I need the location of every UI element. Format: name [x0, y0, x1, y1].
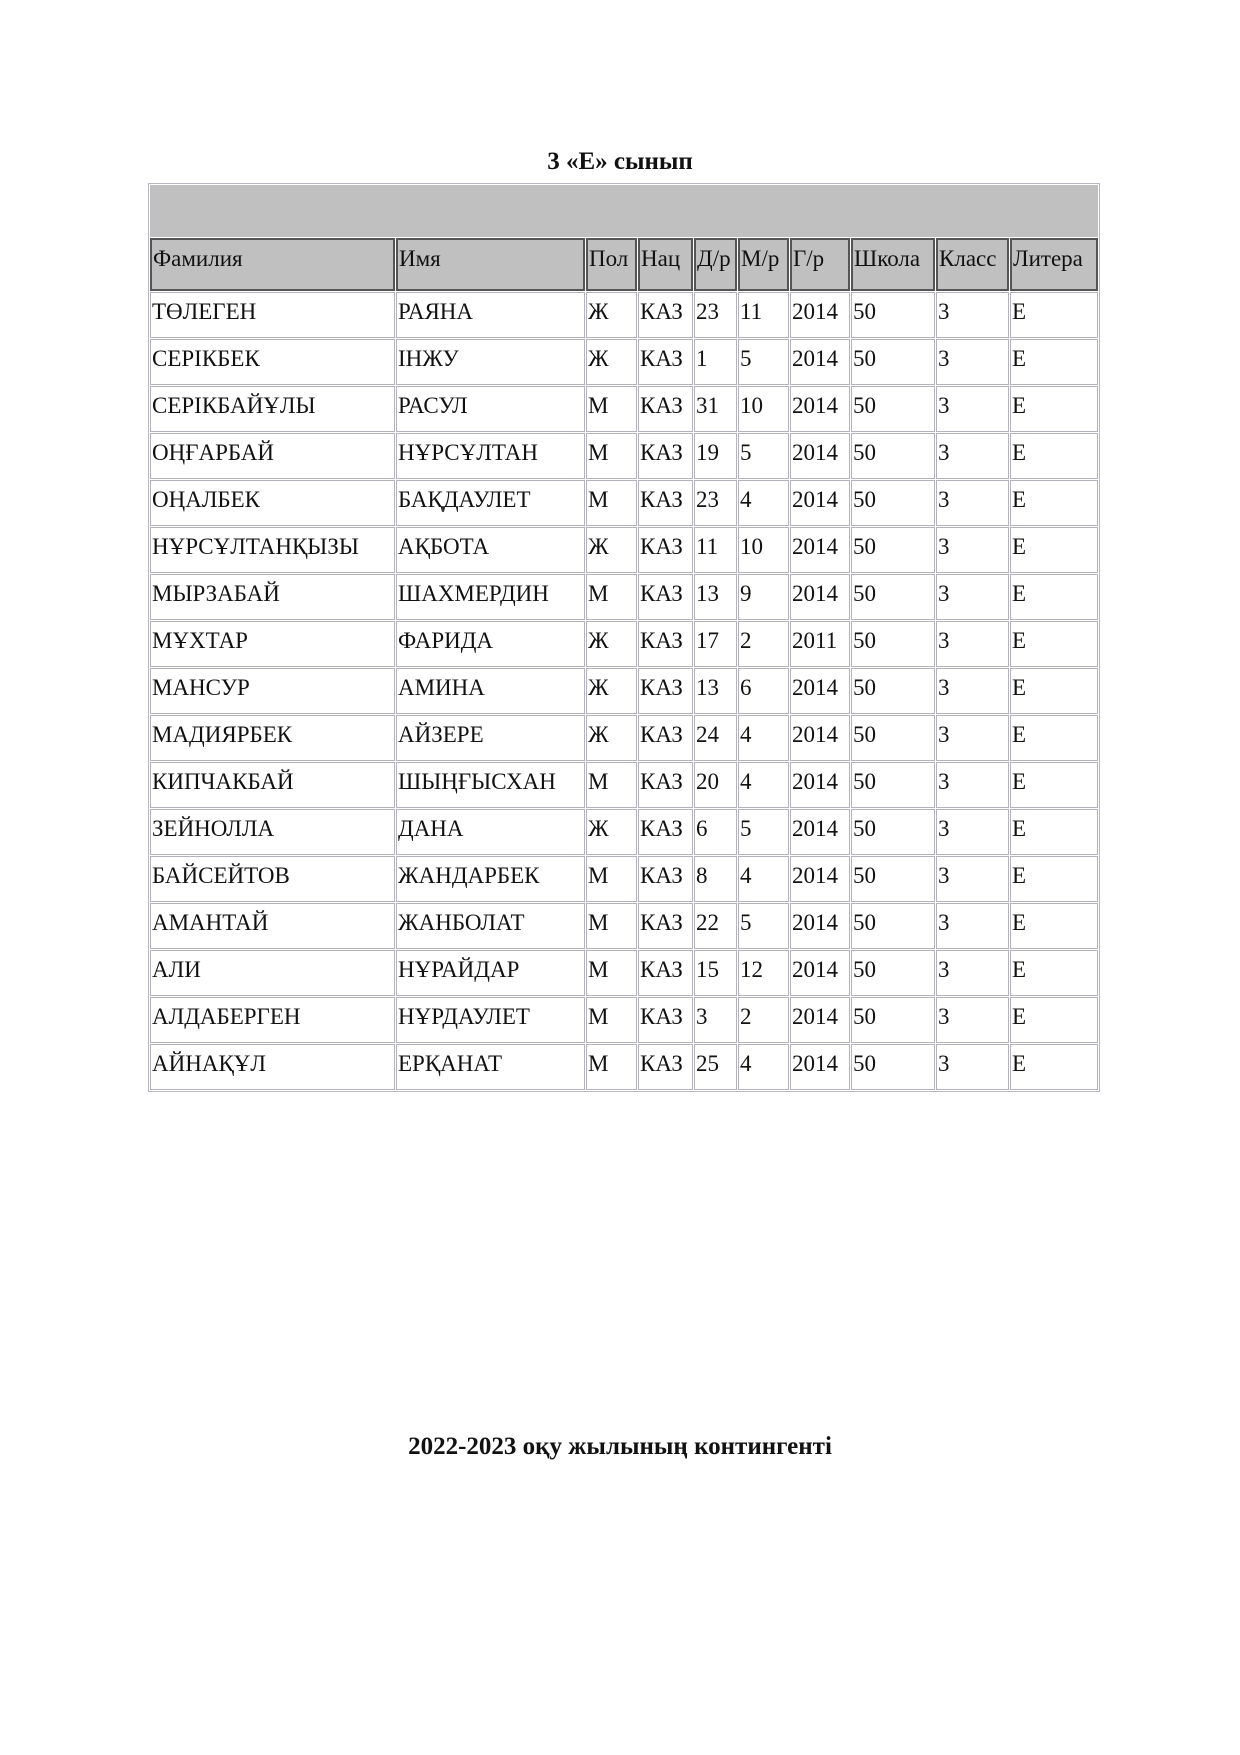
cell-class: 3: [936, 339, 1009, 385]
cell-class: 3: [936, 480, 1009, 526]
cell-birth-year: 2014: [790, 527, 850, 573]
cell-letter: Е: [1010, 527, 1098, 573]
cell-birth-month: 5: [738, 339, 789, 385]
cell-letter: Е: [1010, 903, 1098, 949]
cell-school: 50: [851, 480, 935, 526]
cell-class: 3: [936, 809, 1009, 855]
cell-gender: М: [586, 762, 637, 808]
cell-letter: Е: [1010, 950, 1098, 996]
cell-class: 3: [936, 668, 1009, 714]
column-header-birth-month: М/р: [738, 238, 789, 291]
cell-letter: Е: [1010, 292, 1098, 338]
cell-class: 3: [936, 433, 1009, 479]
cell-birth-day: 3: [694, 997, 737, 1043]
cell-birth-day: 13: [694, 574, 737, 620]
cell-name: НҰРАЙДАР: [396, 950, 585, 996]
column-header-name: Имя: [396, 238, 585, 291]
cell-letter: Е: [1010, 668, 1098, 714]
cell-class: 3: [936, 950, 1009, 996]
cell-school: 50: [851, 527, 935, 573]
cell-surname: АЛДАБЕРГЕН: [150, 997, 395, 1043]
cell-birth-month: 4: [738, 856, 789, 902]
cell-name: РАСУЛ: [396, 386, 585, 432]
cell-surname: АМАНТАЙ: [150, 903, 395, 949]
cell-class: 3: [936, 574, 1009, 620]
cell-school: 50: [851, 903, 935, 949]
cell-letter: Е: [1010, 997, 1098, 1043]
cell-letter: Е: [1010, 715, 1098, 761]
cell-gender: М: [586, 433, 637, 479]
cell-nationality: КАЗ: [638, 433, 693, 479]
cell-class: 3: [936, 386, 1009, 432]
cell-birth-day: 31: [694, 386, 737, 432]
cell-birth-year: 2014: [790, 856, 850, 902]
cell-gender: Ж: [586, 809, 637, 855]
cell-birth-day: 15: [694, 950, 737, 996]
cell-surname: АЛИ: [150, 950, 395, 996]
cell-letter: Е: [1010, 480, 1098, 526]
cell-gender: М: [586, 856, 637, 902]
student-roster-table: [148, 183, 1100, 1092]
cell-letter: Е: [1010, 621, 1098, 667]
cell-gender: Ж: [586, 621, 637, 667]
table-row: [150, 339, 1098, 385]
table-header-row: [150, 238, 1098, 291]
table-row: [150, 621, 1098, 667]
column-header-birth-year: Г/р: [790, 238, 850, 291]
table-row: [150, 1044, 1098, 1090]
cell-birth-day: 6: [694, 809, 737, 855]
cell-school: 50: [851, 433, 935, 479]
cell-birth-year: 2011: [790, 621, 850, 667]
contingent-heading: 2022-2023 оқу жылының контингенті: [408, 1433, 832, 1460]
cell-nationality: КАЗ: [638, 715, 693, 761]
cell-birth-month: 6: [738, 668, 789, 714]
column-header-school: Школа: [851, 238, 935, 291]
cell-surname: МАДИЯРБЕК: [150, 715, 395, 761]
cell-surname: МҰХТАР: [150, 621, 395, 667]
cell-nationality: КАЗ: [638, 997, 693, 1043]
cell-birth-month: 9: [738, 574, 789, 620]
table-row: [150, 997, 1098, 1043]
cell-nationality: КАЗ: [638, 856, 693, 902]
cell-school: 50: [851, 997, 935, 1043]
cell-surname: ЗЕЙНОЛЛА: [150, 809, 395, 855]
column-header-letter: Литера: [1010, 238, 1098, 291]
cell-name: ДАНА: [396, 809, 585, 855]
cell-birth-month: 4: [738, 715, 789, 761]
cell-birth-year: 2014: [790, 292, 850, 338]
cell-birth-day: 17: [694, 621, 737, 667]
cell-birth-year: 2014: [790, 1044, 850, 1090]
cell-birth-month: 5: [738, 903, 789, 949]
cell-letter: Е: [1010, 762, 1098, 808]
cell-school: 50: [851, 668, 935, 714]
column-header-birth-day: Д/р: [694, 238, 737, 291]
cell-letter: Е: [1010, 433, 1098, 479]
cell-letter: Е: [1010, 574, 1098, 620]
cell-birth-day: 19: [694, 433, 737, 479]
cell-name: РАЯНА: [396, 292, 585, 338]
cell-gender: Ж: [586, 339, 637, 385]
cell-class: 3: [936, 1044, 1009, 1090]
cell-letter: Е: [1010, 1044, 1098, 1090]
cell-gender: Ж: [586, 292, 637, 338]
table-row: [150, 292, 1098, 338]
cell-surname: ОҢАЛБЕК: [150, 480, 395, 526]
cell-birth-year: 2014: [790, 950, 850, 996]
cell-gender: М: [586, 1044, 637, 1090]
cell-birth-year: 2014: [790, 762, 850, 808]
cell-birth-year: 2014: [790, 339, 850, 385]
cell-nationality: КАЗ: [638, 339, 693, 385]
cell-class: 3: [936, 527, 1009, 573]
cell-nationality: КАЗ: [638, 903, 693, 949]
cell-birth-day: 23: [694, 480, 737, 526]
table-row: [150, 856, 1098, 902]
cell-gender: Ж: [586, 527, 637, 573]
cell-birth-month: 10: [738, 386, 789, 432]
cell-school: 50: [851, 856, 935, 902]
cell-birth-month: 4: [738, 762, 789, 808]
table-row: [150, 950, 1098, 996]
cell-gender: М: [586, 997, 637, 1043]
cell-birth-year: 2014: [790, 903, 850, 949]
column-header-surname: Фамилия: [150, 238, 395, 291]
cell-class: 3: [936, 715, 1009, 761]
cell-birth-day: 11: [694, 527, 737, 573]
cell-class: 3: [936, 621, 1009, 667]
cell-nationality: КАЗ: [638, 480, 693, 526]
cell-birth-year: 2014: [790, 574, 850, 620]
cell-birth-day: 23: [694, 292, 737, 338]
table-row: [150, 433, 1098, 479]
cell-birth-month: 4: [738, 1044, 789, 1090]
cell-surname: АЙНАҚҰЛ: [150, 1044, 395, 1090]
cell-surname: БАЙСЕЙТОВ: [150, 856, 395, 902]
cell-name: НҰРДАУЛЕТ: [396, 997, 585, 1043]
column-header-class: Класс: [936, 238, 1009, 291]
cell-birth-day: 20: [694, 762, 737, 808]
table-caption-band: [150, 185, 1098, 237]
cell-letter: Е: [1010, 809, 1098, 855]
cell-nationality: КАЗ: [638, 574, 693, 620]
cell-gender: М: [586, 480, 637, 526]
cell-birth-day: 22: [694, 903, 737, 949]
cell-name: АЙЗЕРЕ: [396, 715, 585, 761]
cell-birth-month: 12: [738, 950, 789, 996]
cell-birth-year: 2014: [790, 433, 850, 479]
cell-surname: МЫРЗАБАЙ: [150, 574, 395, 620]
cell-letter: Е: [1010, 386, 1098, 432]
table-row: [150, 903, 1098, 949]
cell-school: 50: [851, 621, 935, 667]
class-title: 3 «Е» сынып: [547, 148, 693, 175]
cell-gender: Ж: [586, 668, 637, 714]
column-header-nationality: Нац: [638, 238, 693, 291]
cell-birth-month: 4: [738, 480, 789, 526]
cell-name: ЖАНДАРБЕК: [396, 856, 585, 902]
cell-nationality: КАЗ: [638, 292, 693, 338]
cell-class: 3: [936, 997, 1009, 1043]
cell-school: 50: [851, 762, 935, 808]
cell-nationality: КАЗ: [638, 762, 693, 808]
cell-surname: СЕРІКБЕК: [150, 339, 395, 385]
cell-nationality: КАЗ: [638, 668, 693, 714]
cell-name: ШАХМЕРДИН: [396, 574, 585, 620]
cell-birth-year: 2014: [790, 668, 850, 714]
cell-class: 3: [936, 856, 1009, 902]
cell-school: 50: [851, 950, 935, 996]
table-row: [150, 762, 1098, 808]
cell-nationality: КАЗ: [638, 386, 693, 432]
cell-birth-day: 1: [694, 339, 737, 385]
table-row: [150, 668, 1098, 714]
cell-surname: НҰРСҰЛТАНҚЫЗЫ: [150, 527, 395, 573]
cell-nationality: КАЗ: [638, 527, 693, 573]
table-row: [150, 480, 1098, 526]
cell-class: 3: [936, 292, 1009, 338]
cell-birth-month: 10: [738, 527, 789, 573]
cell-birth-day: 8: [694, 856, 737, 902]
cell-surname: КИПЧАКБАЙ: [150, 762, 395, 808]
cell-school: 50: [851, 574, 935, 620]
cell-nationality: КАЗ: [638, 809, 693, 855]
column-header-gender: Пол: [586, 238, 637, 291]
cell-name: ШЫҢҒЫСХАН: [396, 762, 585, 808]
cell-birth-month: 2: [738, 997, 789, 1043]
cell-name: ФАРИДА: [396, 621, 585, 667]
cell-birth-day: 24: [694, 715, 737, 761]
cell-surname: МАНСУР: [150, 668, 395, 714]
cell-name: ІНЖУ: [396, 339, 585, 385]
cell-birth-day: 25: [694, 1044, 737, 1090]
cell-birth-year: 2014: [790, 809, 850, 855]
cell-birth-year: 2014: [790, 480, 850, 526]
cell-class: 3: [936, 762, 1009, 808]
cell-school: 50: [851, 386, 935, 432]
cell-school: 50: [851, 809, 935, 855]
table-row: [150, 809, 1098, 855]
table-row: [150, 574, 1098, 620]
cell-surname: ТӨЛЕГЕН: [150, 292, 395, 338]
table-row: [150, 386, 1098, 432]
cell-gender: М: [586, 386, 637, 432]
table-row: [150, 715, 1098, 761]
cell-school: 50: [851, 715, 935, 761]
cell-name: АМИНА: [396, 668, 585, 714]
cell-gender: М: [586, 903, 637, 949]
cell-gender: Ж: [586, 715, 637, 761]
cell-nationality: КАЗ: [638, 621, 693, 667]
cell-class: 3: [936, 903, 1009, 949]
cell-school: 50: [851, 292, 935, 338]
cell-name: НҰРСҰЛТАН: [396, 433, 585, 479]
cell-birth-day: 13: [694, 668, 737, 714]
cell-name: ЕРҚАНАТ: [396, 1044, 585, 1090]
cell-birth-year: 2014: [790, 997, 850, 1043]
cell-name: АҚБОТА: [396, 527, 585, 573]
cell-birth-month: 11: [738, 292, 789, 338]
cell-gender: М: [586, 950, 637, 996]
cell-nationality: КАЗ: [638, 950, 693, 996]
cell-birth-month: 5: [738, 433, 789, 479]
cell-surname: СЕРІКБАЙҰЛЫ: [150, 386, 395, 432]
cell-letter: Е: [1010, 339, 1098, 385]
table-row: [150, 527, 1098, 573]
cell-birth-year: 2014: [790, 715, 850, 761]
cell-gender: М: [586, 574, 637, 620]
cell-school: 50: [851, 339, 935, 385]
cell-name: ЖАНБОЛАТ: [396, 903, 585, 949]
cell-letter: Е: [1010, 856, 1098, 902]
cell-birth-month: 5: [738, 809, 789, 855]
cell-name: БАҚДАУЛЕТ: [396, 480, 585, 526]
cell-birth-year: 2014: [790, 386, 850, 432]
cell-birth-month: 2: [738, 621, 789, 667]
cell-surname: ОҢҒАРБАЙ: [150, 433, 395, 479]
cell-school: 50: [851, 1044, 935, 1090]
cell-nationality: КАЗ: [638, 1044, 693, 1090]
